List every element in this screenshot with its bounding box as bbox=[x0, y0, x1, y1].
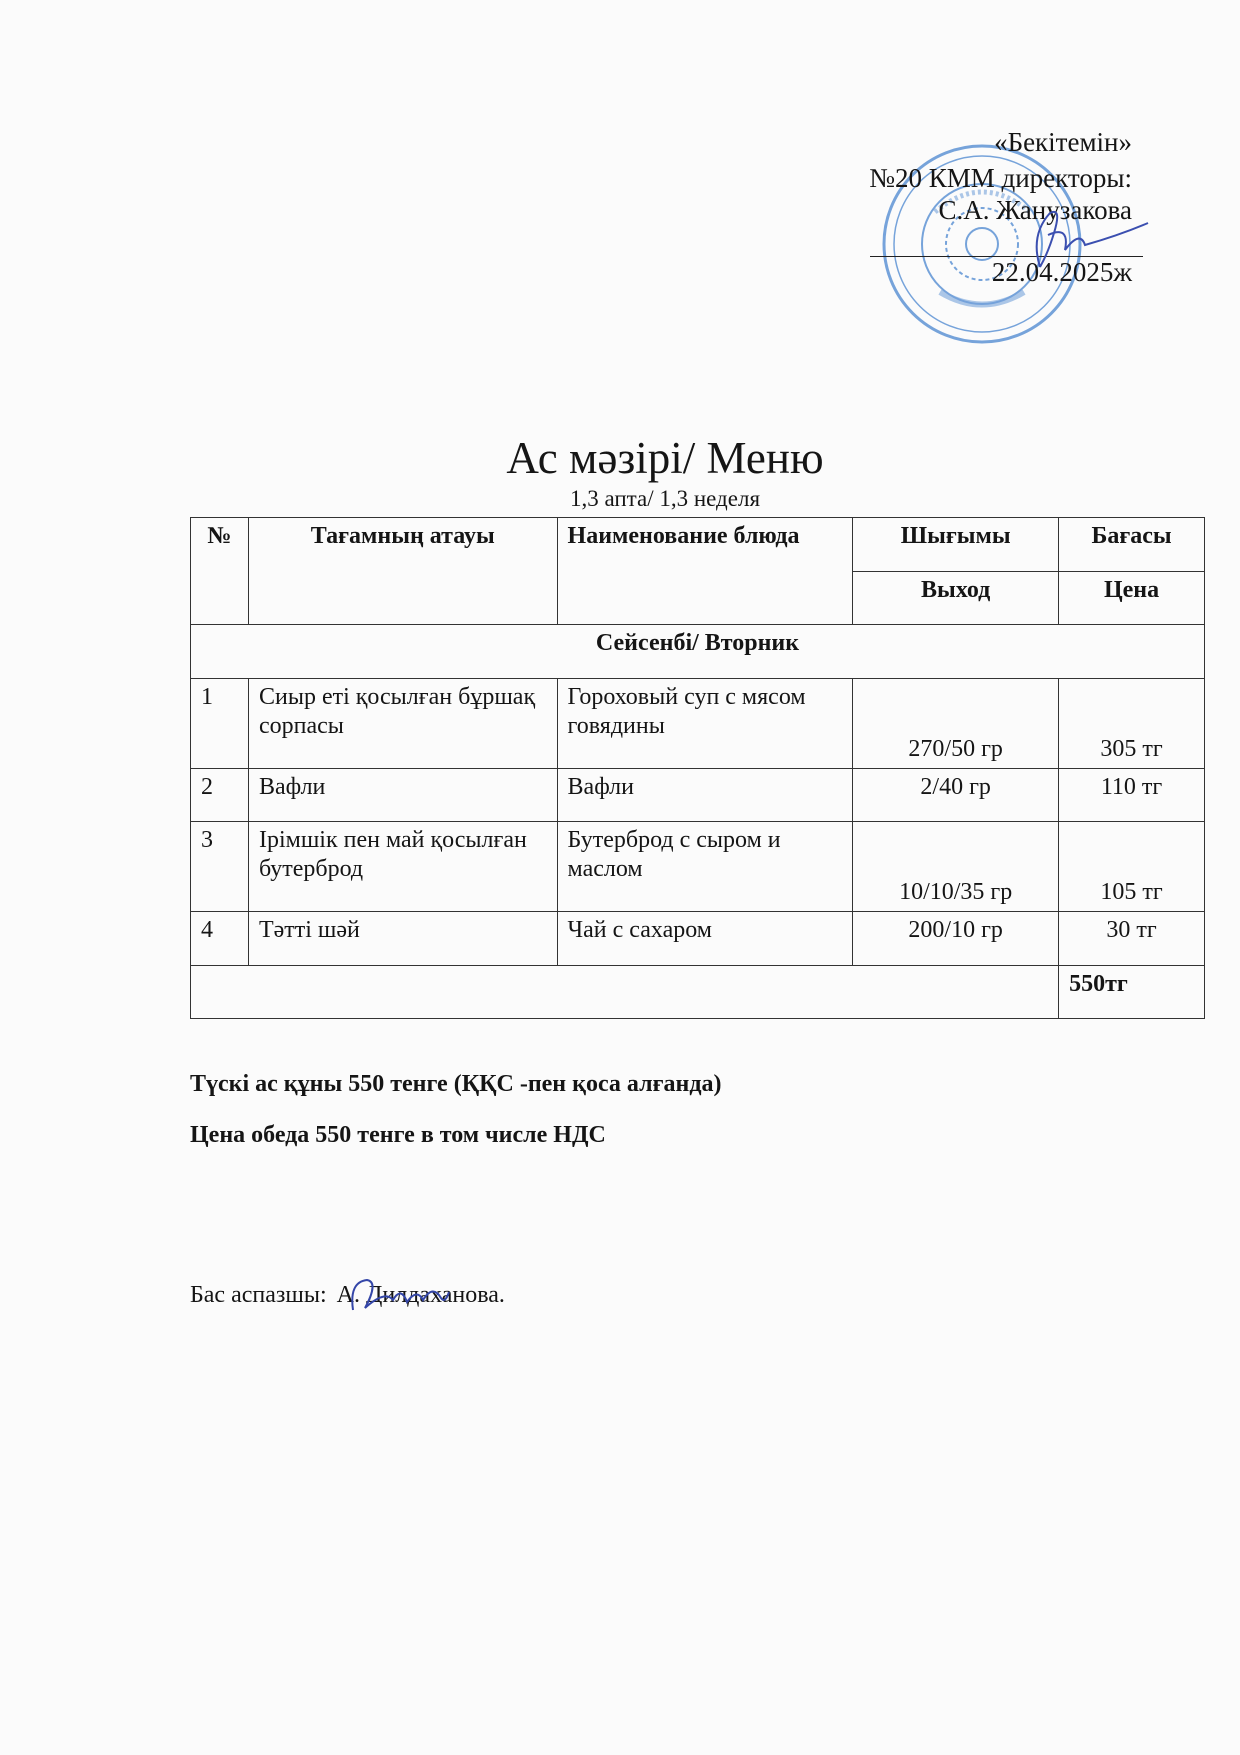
header-price-kz: Бағасы bbox=[1059, 518, 1205, 572]
row-name-kz: Тәтті шәй bbox=[248, 912, 557, 966]
table-row bbox=[191, 769, 1205, 822]
row-name-ru: Вафли bbox=[557, 769, 853, 822]
row-price: 305 тг bbox=[1059, 679, 1205, 769]
chef-label: Бас аспазшы: bbox=[190, 1282, 327, 1308]
chef-name: А. Дилдаханова. bbox=[336, 1282, 505, 1308]
table-row bbox=[191, 912, 1205, 966]
row-price: 105 тг bbox=[1059, 822, 1205, 912]
row-name-ru: Чай с сахаром bbox=[557, 912, 853, 966]
row-yield: 10/10/35 гр bbox=[853, 822, 1059, 912]
day-row: Сейсенбі/ Вторник bbox=[191, 625, 1205, 679]
table-row bbox=[191, 822, 1205, 912]
row-price: 110 тг bbox=[1059, 769, 1205, 822]
row-name-kz: Сиыр еті қосылған бұршақ сорпасы bbox=[248, 679, 557, 769]
header-yield-kz: Шығымы bbox=[853, 518, 1059, 572]
row-yield: 200/10 гр bbox=[853, 912, 1059, 966]
row-price: 30 тг bbox=[1059, 912, 1205, 966]
director-signature bbox=[1010, 205, 1150, 275]
header-yield-ru: Выход bbox=[853, 572, 1059, 625]
note-ru: Цена обеда 550 тенге в том числе НДС bbox=[190, 1122, 606, 1148]
menu-table bbox=[190, 517, 1205, 1019]
total-price: 550тг bbox=[1059, 966, 1205, 1019]
chef-signature bbox=[345, 1270, 455, 1318]
row-name-kz: Ірімшік пен май қосылған бутерброд bbox=[248, 822, 557, 912]
row-yield: 270/50 гр bbox=[853, 679, 1059, 769]
header-num: № bbox=[191, 518, 249, 625]
approval-title: «Бекітемін» bbox=[994, 127, 1132, 157]
approval-director-name: С.А. Жанузакова bbox=[938, 195, 1132, 225]
row-num: 1 bbox=[191, 679, 249, 769]
note-kz: Түскі ас құны 550 тенге (ҚҚС -пен қоса алғанда) bbox=[190, 1071, 722, 1097]
row-num: 2 bbox=[191, 769, 249, 822]
row-name-ru: Бутерброд с сыром и маслом bbox=[557, 822, 853, 912]
approval-position: №20 КММ директоры: bbox=[869, 163, 1132, 193]
row-name-ru: Гороховый суп с мясом говядины bbox=[557, 679, 853, 769]
page-subtitle: 1,3 апта/ 1,3 неделя bbox=[569, 486, 761, 511]
header-price-ru: Цена bbox=[1059, 572, 1205, 625]
header-name-ru: Наименование блюда bbox=[557, 518, 853, 625]
approval-date: 22.04.2025ж bbox=[991, 257, 1132, 287]
row-num: 3 bbox=[191, 822, 249, 912]
row-name-kz: Вафли bbox=[248, 769, 557, 822]
row-yield: 2/40 гр bbox=[853, 769, 1059, 822]
row-num: 4 bbox=[191, 912, 249, 966]
header-name-kz: Тағамның атауы bbox=[248, 518, 557, 625]
table-row bbox=[191, 679, 1205, 769]
total-spacer bbox=[191, 966, 1059, 1019]
page-title: Ас мәзірі/ Меню bbox=[506, 433, 824, 483]
